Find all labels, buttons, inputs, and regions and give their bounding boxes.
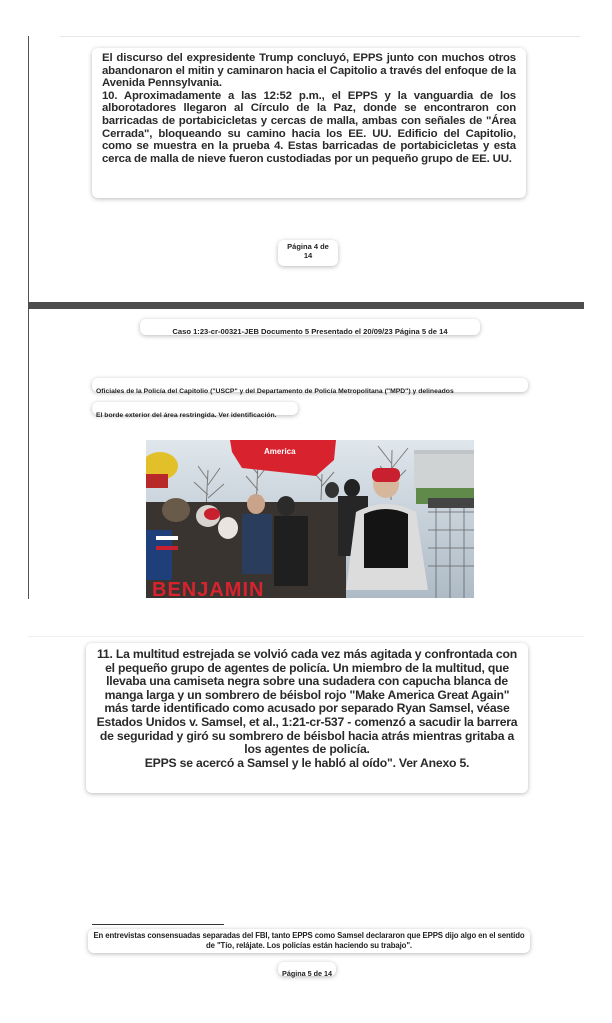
page4-number-line2: 14 [303, 251, 313, 260]
page4-left-border [28, 36, 29, 302]
page5-header-card [140, 319, 480, 335]
page4-number-line1: Página 4 de [287, 242, 329, 251]
caption-line-1: Oficiales de la Policía del Capitolio ("USCP" y del Departamento de Policía Metropolitana ("MPD") y delineados [96, 388, 454, 395]
caption-card-2 [92, 402, 298, 419]
caption-line-2: El borde exterior del área restringida. Ver identificación. [96, 412, 277, 419]
page5-number: Página 5 de 14 [282, 969, 332, 978]
page5-number-card [278, 962, 336, 976]
page4-top-rule [60, 36, 580, 37]
black-shirt [364, 509, 408, 568]
banner-text: BENJAMIN [152, 579, 265, 598]
footnote-text: En entrevistas consensuadas separadas del FBI, tanto EPPS como Samsel declararon que EPPS dijo algo en el sentido de "Tío, relájate. Los policías están haciendo su trabajo". [93, 931, 525, 950]
page5-left-border [28, 309, 29, 599]
building [414, 450, 474, 490]
page5-header: Caso 1:23-cr-00321-JEB Documento 5 Presentado el 20/09/23 Página 5 de 14 [172, 327, 448, 336]
page-divider-bar [28, 302, 584, 309]
caption-card-1 [92, 378, 528, 395]
crowd-photo-illustration [146, 440, 474, 598]
page4-number-card [278, 240, 338, 266]
exhibit-photo [146, 440, 474, 598]
page4-paragraph-card [92, 48, 526, 198]
red-hat [372, 468, 400, 482]
page5-paragraph: 11. La multitud estrejada se volvió cada vez más agitada y confrontada con el pequeño grupo de agentes de policía. Un miembro de la multitud, que llevaba una camiseta negra sobre una sudadera con capucha blanca de manga larga y un sombrero de béisbol rojo "Make America Great Again" más tarde identificado como acusado por separado Ryan Samsel, véase Estados Unidos v. Samsel, et al., 1:21-cr-537 - comenzó a sacudir la barrera de seguridad y giró su sombrero de béisbol hacia atrás mientras gritaba a los agentes de policía. EPPS se acercó a Samsel y le habló al oído". Ver Anexo 5. [96, 647, 518, 770]
footnote-rule [92, 924, 224, 925]
page5-lower-rule [28, 636, 584, 637]
page5-paragraph-card [86, 643, 528, 793]
flag-text: America [264, 447, 296, 456]
page4-paragraph: El discurso del expresidente Trump concluyó, EPPS junto con muchos otros abandonaron el mitin y caminaron hacia el Capitolio a través del enfoque de la Avenida Pennsylvania. 10. Aproximadamente a las 12:52 p.m., el EPPS y la vanguardia de los alborotadores llegaron al Círculo de la Paz, donde se encontraron con barricadas de portabicicletas y cercas de malla, ambas con señales de "Área Cerrada", bloqueando su camino hacia los EE. UU. Edificio del Capitolio, como se muestra en la prueba 4. Estas barricadas de portabicicletas y esta cerca de malla de nieve fueron custodiadas por un pequeño grupo de EE. UU. [102, 52, 516, 165]
footnote-card [88, 929, 530, 953]
